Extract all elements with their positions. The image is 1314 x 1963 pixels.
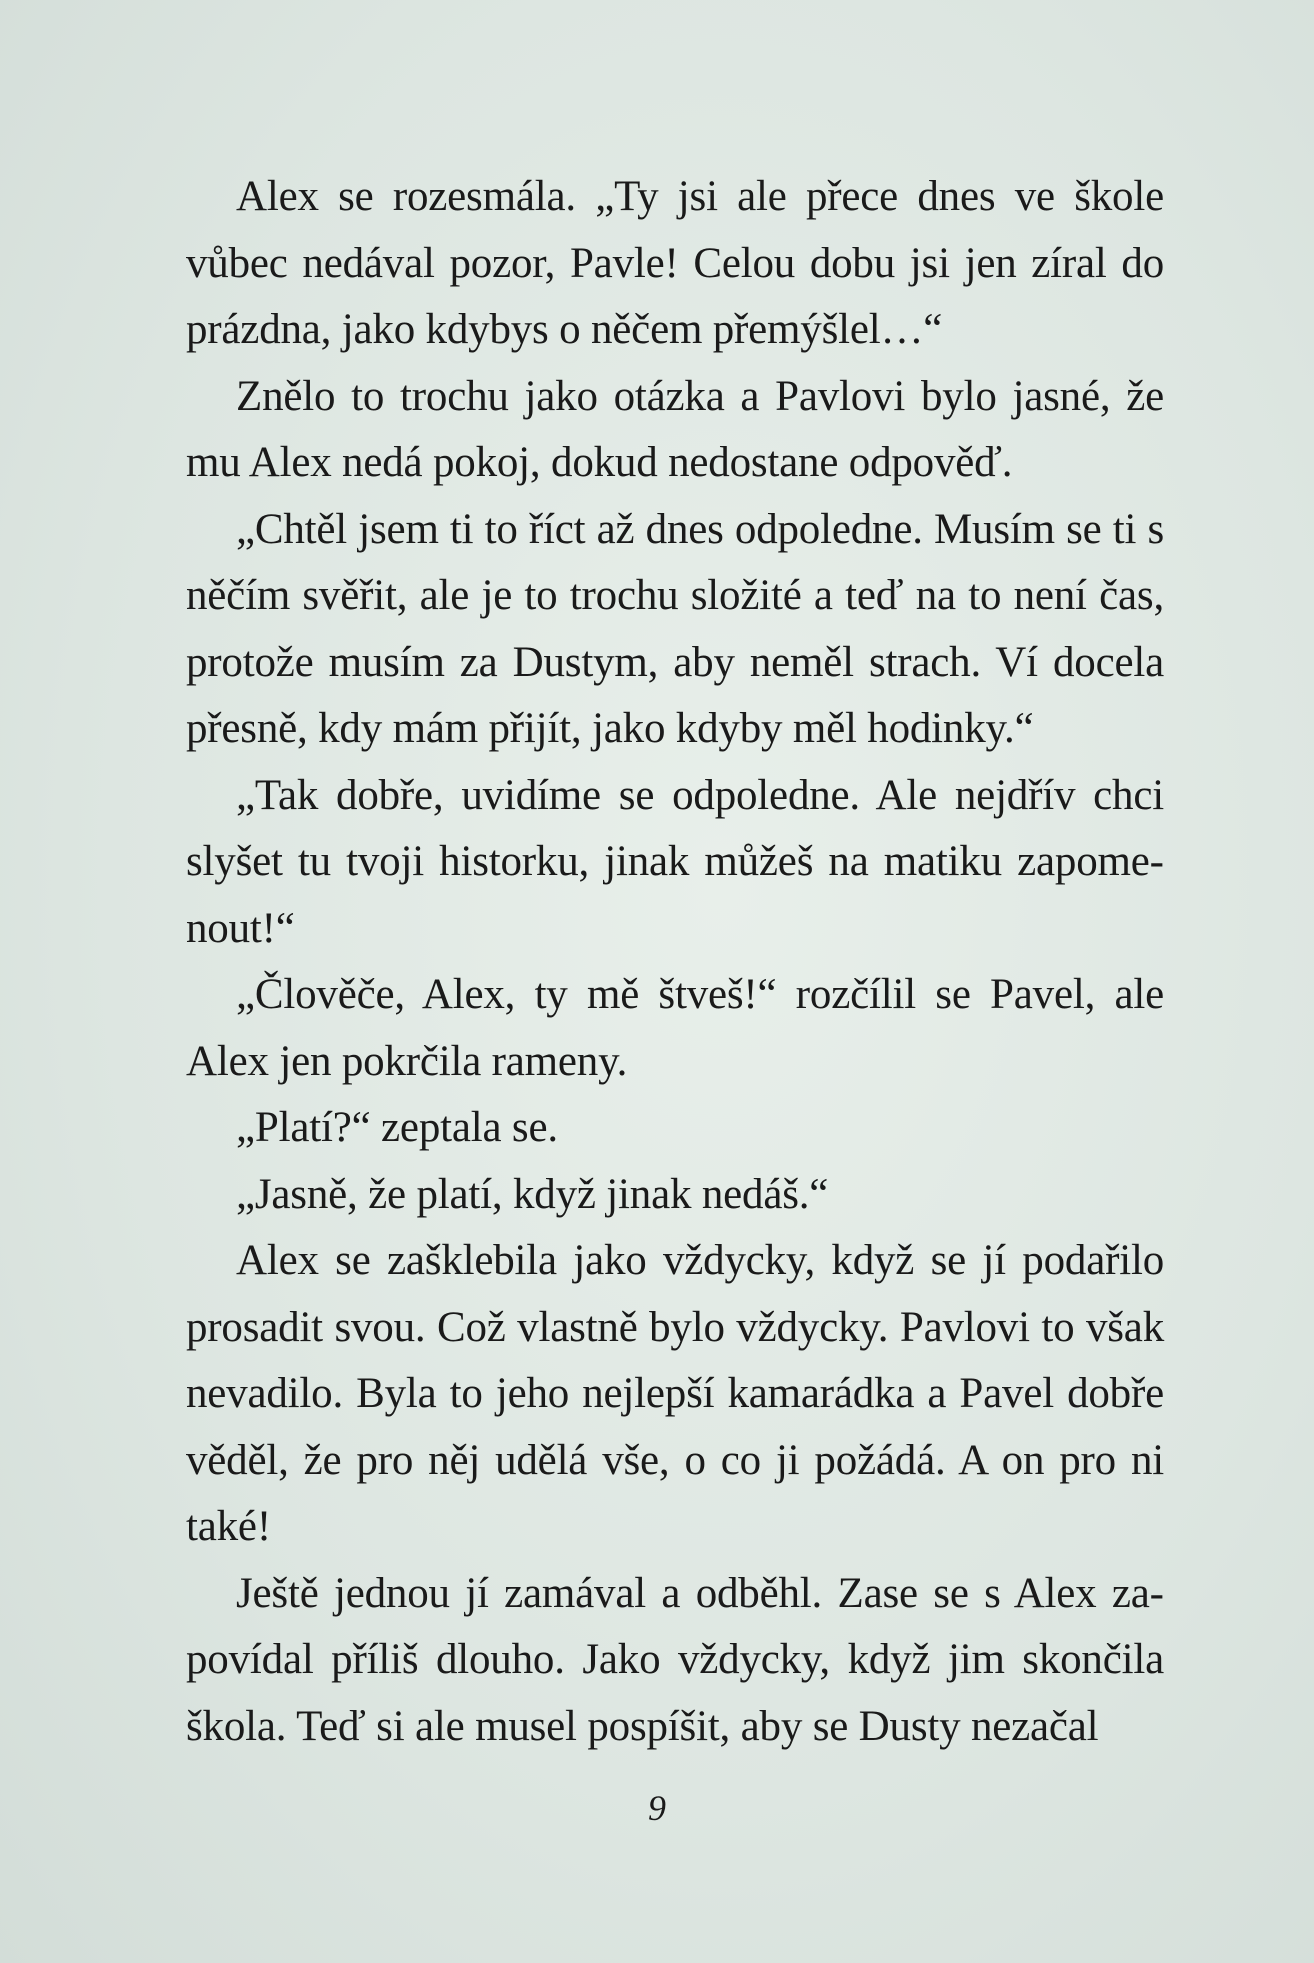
- paragraph: Alex se zašklebila jako vždycky, když se jí podařilo prosadit svou. Což vlastně bylo vždycky. Pavlovi to však nevadilo. Byla to jeho nejlepší kamarádka a Pavel dobře věděl, že pro něj udělá vše, o co ji požádá. A on pro ni také!: [186, 1237, 1164, 1550]
- paragraph: „Tak dobře, uvidíme se odpoledne. Ale nejdřív chci slyšet tu tvoji historku, jinak můžeš na matiku zapomenout!“: [186, 771, 1164, 952]
- paragraph: „Chtěl jsem ti to říct až dnes odpoledne. Musím se ti s něčím svěřit, ale je to trochu složité a teď na to není čas, protože musím za Dustym, aby neměl strach. Ví docela přesně, kdy mám přijít, jako kdyby měl hodinky.“: [186, 505, 1164, 752]
- paragraph: „Jasně, že platí, když jinak nedáš.“: [236, 1170, 829, 1218]
- paragraph: „Platí?“ zeptala se.: [236, 1104, 558, 1151]
- paragraph: „Člověče, Alex, ty mě štveš!“ rozčílil se Pavel, ale Alex jen pokrčila rameny.: [186, 971, 1164, 1085]
- body-text: [186, 164, 1164, 1760]
- paragraph: Ještě jednou jí zamával a odběhl. Zase se s Alex zapovídal příliš dlouho. Jako vždycky, když jim skončila škola. Teď si ale musel pospíšit, aby se Dusty nezačal: [186, 1569, 1164, 1750]
- paragraph: Alex se rozesmála. „Ty jsi ale přece dnes ve škole vůbec nedával pozor, Pavle! Celou dobu jsi jen zíral do prázdna, jako kdybys o něčem přemýšlel…“: [186, 173, 1164, 353]
- page-number: 9: [648, 1788, 666, 1828]
- paragraph: Znělo to trochu jako otázka a Pavlovi bylo jasné, že mu Alex nedá pokoj, dokud nedostane odpověď.: [186, 372, 1164, 486]
